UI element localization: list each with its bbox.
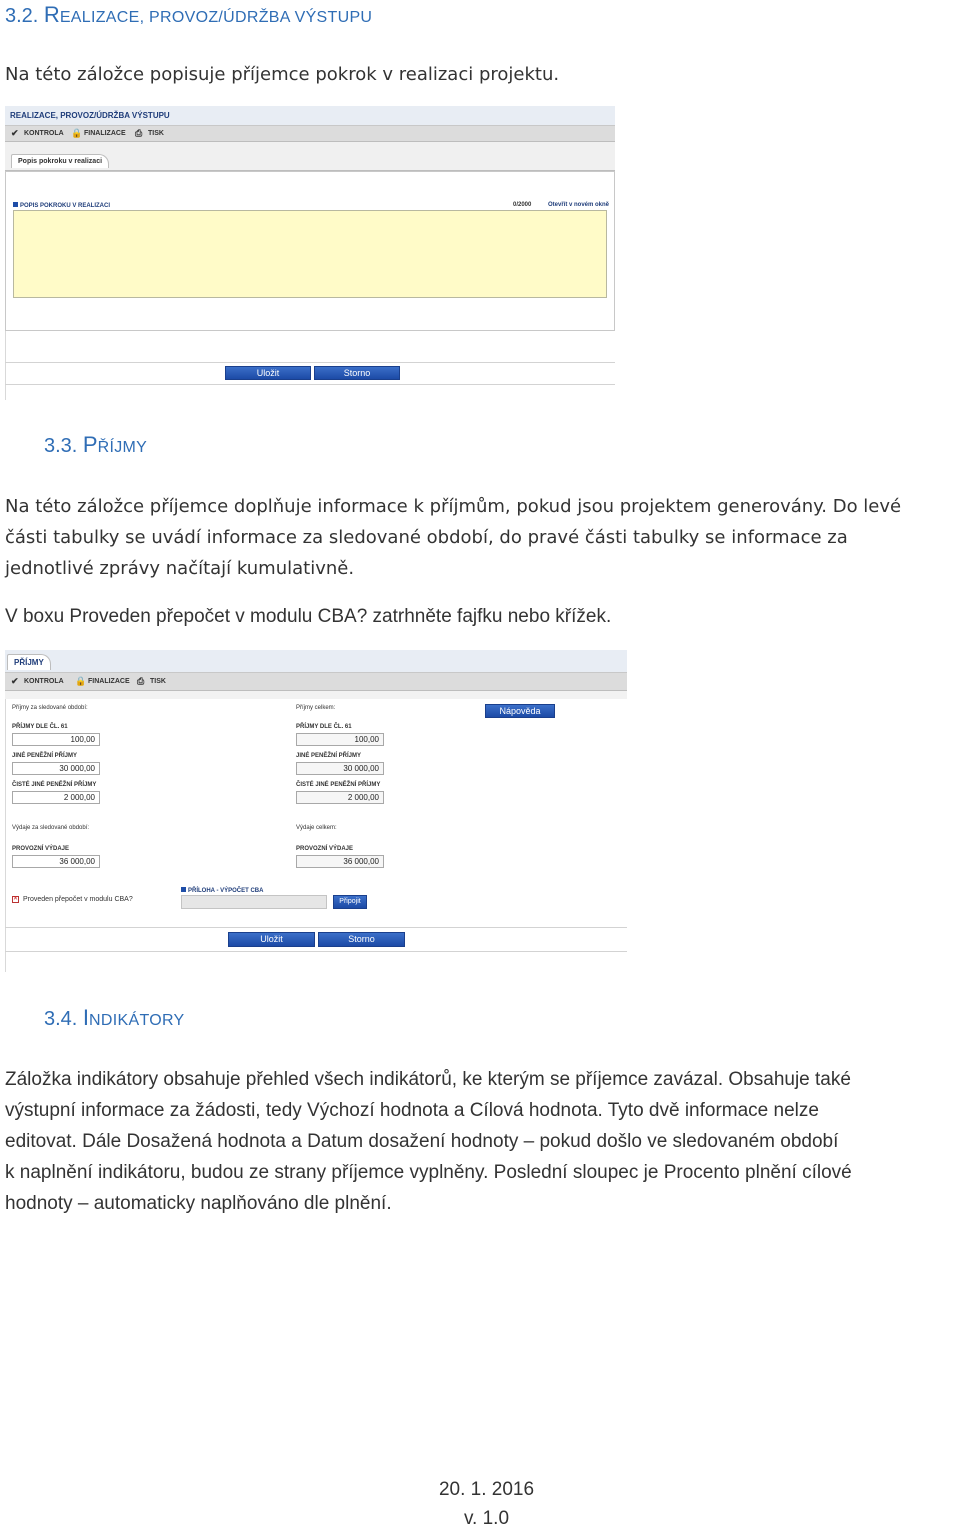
kontrola-button[interactable] <box>11 129 64 138</box>
section-33-para-line2: části tabulky se uvádí informace za sledované období, do pravé části tabulky se informace za <box>5 527 848 548</box>
left-f4-label: PROVOZNÍ VÝDAJE <box>12 846 70 852</box>
section-title-rest: NDIKÁTORY <box>89 1012 185 1029</box>
left-expense-heading: Výdaje za sledované období: <box>12 825 90 831</box>
expand-icon[interactable] <box>13 202 18 207</box>
section-number: 3.3. <box>44 435 78 457</box>
section-title-rest: ŘÍJMY <box>97 439 148 456</box>
right-f2-input: 30 000,00 <box>296 762 384 775</box>
footer-version: v. 1.0 <box>463 1508 510 1528</box>
section-33-para-line3: jednotlivé zprávy načítají kumulativně. <box>5 558 355 579</box>
tab-bar <box>5 650 627 672</box>
printer-icon: ⎙ <box>137 676 145 686</box>
kontrola-label: KONTROLA <box>24 678 64 685</box>
section-number: 3.2. <box>5 5 39 27</box>
check-icon: ✔ <box>11 676 19 686</box>
right-f3-input: 2 000,00 <box>296 791 384 804</box>
tab-bar <box>5 106 615 125</box>
help-button[interactable]: Nápověda <box>485 704 555 718</box>
right-f4-label: PROVOZNÍ VÝDAJE <box>296 846 354 852</box>
section-title-initial: P <box>82 432 98 457</box>
section-32-intro: Na této záložce popisuje příjemce pokrok v realizaci projektu. <box>5 64 560 85</box>
section-33-para-line1: Na této záložce příjemce doplňuje informace k příjmům, pokud jsou projektem generovány. Do levé <box>5 496 902 517</box>
toolbar <box>5 672 627 691</box>
section-number: 3.4. <box>44 1008 78 1030</box>
cba-checkbox-label: Proveden přepočet v modulu CBA? <box>23 896 133 903</box>
left-f3-label: ČISTÉ JINÉ PENĚŽNÍ PŘÍJMY <box>12 782 97 788</box>
kontrola-button[interactable] <box>11 677 64 686</box>
prijmy-screenshot <box>5 650 627 972</box>
save-button[interactable]: Uložit <box>228 932 315 947</box>
right-f3-label: ČISTÉ JINÉ PENĚŽNÍ PŘÍJMY <box>296 782 381 788</box>
section-33-heading <box>44 432 147 458</box>
cancel-button[interactable]: Storno <box>314 366 400 380</box>
toolbar <box>5 125 615 142</box>
right-income-heading: Příjmy celkem: <box>296 705 336 711</box>
section-32-heading <box>5 2 372 28</box>
attachment-input[interactable] <box>181 895 327 909</box>
right-f2-label: JINÉ PENĚŽNÍ PŘÍJMY <box>296 753 362 759</box>
realizace-screenshot <box>5 106 615 400</box>
attachment-label: PŘÍLOHA - VÝPOČET CBA <box>181 887 263 894</box>
section-title-initial: I <box>82 1005 90 1030</box>
popis-textarea[interactable] <box>13 210 607 298</box>
check-icon: ✔ <box>11 128 19 138</box>
left-income-heading: Příjmy za sledované období: <box>12 705 88 711</box>
section-34-line1: Záložka indikátory obsahuje přehled všech indikátorů, ke kterým se příjemce zavázal. Obsahuje také <box>5 1069 851 1090</box>
right-expense-heading: Výdaje celkem: <box>296 825 337 831</box>
section-title-rest: EALIZACE, PROVOZ/ÚDRŽBA VÝSTUPU <box>59 9 373 26</box>
tab-popis-pokroku[interactable]: Popis pokroku v realizaci <box>11 154 109 168</box>
tisk-label: TISK <box>150 678 166 685</box>
tisk-button[interactable] <box>135 129 164 138</box>
section-34-line2: výstupní informace za žádosti, tedy Výchozí hodnota a Cílová hodnota. Tyto dvě informace nelze <box>5 1100 819 1121</box>
tisk-label: TISK <box>148 130 164 137</box>
left-f1-input[interactable]: 100,00 <box>12 733 100 746</box>
save-button[interactable]: Uložit <box>225 366 311 380</box>
finalizace-button[interactable] <box>75 677 130 686</box>
kontrola-label: KONTROLA <box>24 130 64 137</box>
left-f3-input[interactable]: 2 000,00 <box>12 791 100 804</box>
attach-button[interactable]: Připojit <box>333 895 367 909</box>
tab-realizace[interactable]: REALIZACE, PROVOZ/ÚDRŽBA VÝSTUPU <box>10 111 170 120</box>
cba-checkbox[interactable]: ✕ <box>13 896 19 902</box>
char-counter: 0/2000 <box>513 202 532 208</box>
tab-prijmy[interactable]: PŘÍJMY <box>7 654 51 670</box>
expand-icon[interactable] <box>181 887 186 892</box>
finalizace-button[interactable] <box>71 129 126 138</box>
left-f1-label: PŘÍJMY DLE ČL. 61 <box>12 724 68 730</box>
right-f4-input: 36 000,00 <box>296 855 384 868</box>
lock-icon: 🔒 <box>75 676 87 686</box>
left-f2-input[interactable]: 30 000,00 <box>12 762 100 775</box>
finalizace-label: FINALIZACE <box>88 678 130 685</box>
section-34-line5: hodnoty – automaticky naplňováno dle plnění. <box>5 1193 392 1214</box>
open-new-window-link[interactable]: Otevřít v novém okně <box>548 202 610 208</box>
section-33-para2: V boxu Proveden přepočet v modulu CBA? zatrhněte fajfku nebo křížek. <box>5 606 612 627</box>
section-title-initial: R <box>43 2 60 27</box>
lock-icon: 🔒 <box>71 128 83 138</box>
section-34-heading <box>44 1005 185 1031</box>
popis-field-label: POPIS POKROKU V REALIZACI <box>13 202 110 209</box>
right-f1-label: PŘÍJMY DLE ČL. 61 <box>296 724 352 730</box>
left-f2-label: JINÉ PENĚŽNÍ PŘÍJMY <box>12 753 78 759</box>
footer-date: 20. 1. 2016 <box>438 1479 535 1500</box>
section-34-line3: editovat. Dále Dosažená hodnota a Datum dosažení hodnoty – pokud došlo ve sledovaném období <box>5 1131 839 1152</box>
left-f4-input[interactable]: 36 000,00 <box>12 855 100 868</box>
cancel-button[interactable]: Storno <box>318 932 405 947</box>
finalizace-label: FINALIZACE <box>84 130 126 137</box>
section-34-line4: k naplnění indikátoru, budou ze strany příjemce vyplněny. Poslední sloupec je Procento plnění cílové <box>5 1162 852 1183</box>
right-f1-input: 100,00 <box>296 733 384 746</box>
printer-icon: ⎙ <box>135 128 143 138</box>
tisk-button[interactable] <box>137 677 166 686</box>
